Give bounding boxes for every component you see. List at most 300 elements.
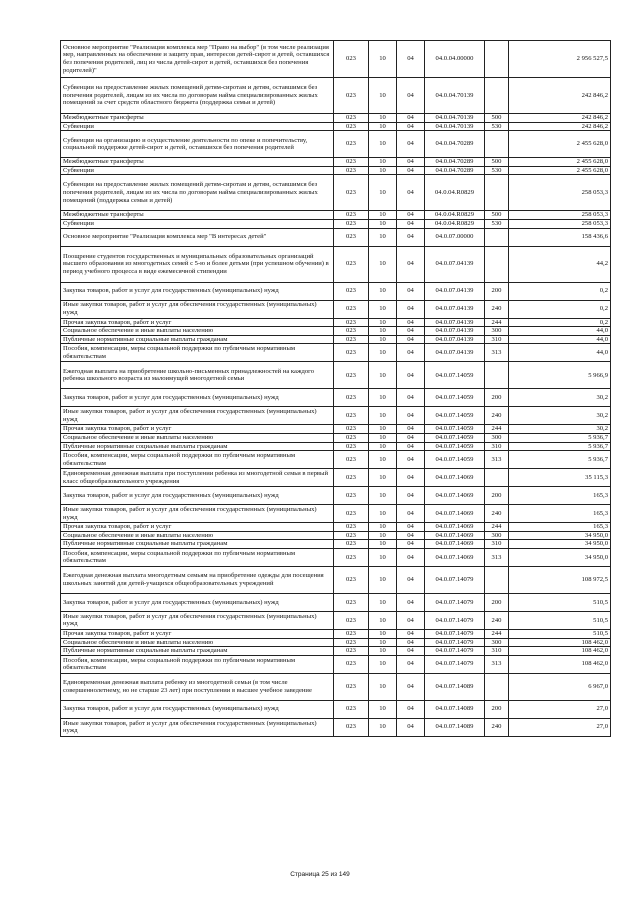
row-sum: 2 455 628,0 bbox=[509, 158, 611, 167]
row-razdel: 10 bbox=[369, 246, 397, 282]
row-name: Ежегодная денежная выплата многодетным семьям на приобретение одежды для посещения школьных занятий для детей-учащихся общеобразовательных учреждений bbox=[61, 566, 334, 593]
table-row bbox=[61, 531, 611, 540]
row-vr bbox=[485, 469, 509, 487]
row-grbs: 023 bbox=[334, 335, 369, 344]
row-vr: 240 bbox=[485, 505, 509, 523]
row-name: Основное мероприятие "Реализация комплекса мер "В интересах детей" bbox=[61, 228, 334, 246]
table-row bbox=[61, 469, 611, 487]
row-csr: 04.0.07.00000 bbox=[425, 228, 485, 246]
row-grbs: 023 bbox=[334, 647, 369, 656]
row-sum: 165,3 bbox=[509, 487, 611, 505]
row-name: Публичные нормативные социальные выплаты гражданам bbox=[61, 335, 334, 344]
row-vr: 310 bbox=[485, 647, 509, 656]
row-csr: 04.0.07.14059 bbox=[425, 425, 485, 434]
table-row bbox=[61, 505, 611, 523]
row-razdel: 10 bbox=[369, 78, 397, 114]
table-row bbox=[61, 487, 611, 505]
table-row bbox=[61, 425, 611, 434]
row-sum: 2 455 628,0 bbox=[509, 131, 611, 158]
row-csr: 04.0.07.04139 bbox=[425, 246, 485, 282]
row-vr: 313 bbox=[485, 451, 509, 469]
table-row bbox=[61, 451, 611, 469]
row-name: Единовременная денежная выплата ребенку из многодетной семьи (в том числе совершеннолетнему, но не старше 23 лет) при поступлении в высшее учебное заведение bbox=[61, 673, 334, 700]
row-sum: 108 462,0 bbox=[509, 638, 611, 647]
row-podrazdel: 04 bbox=[397, 166, 425, 175]
table-row bbox=[61, 219, 611, 228]
row-csr: 04.0.07.14059 bbox=[425, 389, 485, 407]
row-grbs: 023 bbox=[334, 638, 369, 647]
row-name: Иные закупки товаров, работ и услуг для обеспечения государственных (муниципальных) нужд bbox=[61, 300, 334, 318]
row-sum: 0,2 bbox=[509, 282, 611, 300]
row-podrazdel: 04 bbox=[397, 442, 425, 451]
row-csr: 04.0.07.14079 bbox=[425, 611, 485, 629]
row-grbs: 023 bbox=[334, 433, 369, 442]
row-sum: 5 936,7 bbox=[509, 433, 611, 442]
row-podrazdel: 04 bbox=[397, 629, 425, 638]
row-name: Прочая закупка товаров, работ и услуг bbox=[61, 318, 334, 327]
row-name: Социальное обеспечение и иные выплаты населению bbox=[61, 433, 334, 442]
row-name: Иные закупки товаров, работ и услуг для обеспечения государственных (муниципальных) нужд bbox=[61, 505, 334, 523]
row-vr: 300 bbox=[485, 327, 509, 336]
row-vr: 530 bbox=[485, 122, 509, 131]
row-podrazdel: 04 bbox=[397, 131, 425, 158]
row-grbs: 023 bbox=[334, 566, 369, 593]
row-grbs: 023 bbox=[334, 158, 369, 167]
row-podrazdel: 04 bbox=[397, 318, 425, 327]
row-podrazdel: 04 bbox=[397, 389, 425, 407]
row-vr bbox=[485, 228, 509, 246]
row-razdel: 10 bbox=[369, 611, 397, 629]
row-vr: 240 bbox=[485, 407, 509, 425]
row-csr: 04.0.07.14079 bbox=[425, 566, 485, 593]
row-grbs: 023 bbox=[334, 442, 369, 451]
row-podrazdel: 04 bbox=[397, 362, 425, 389]
table-row bbox=[61, 246, 611, 282]
table-row bbox=[61, 548, 611, 566]
row-razdel: 10 bbox=[369, 718, 397, 736]
row-razdel: 10 bbox=[369, 487, 397, 505]
row-vr: 244 bbox=[485, 629, 509, 638]
row-razdel: 10 bbox=[369, 344, 397, 362]
row-csr: 04.0.07.04139 bbox=[425, 327, 485, 336]
row-csr: 04.0.04.70139 bbox=[425, 122, 485, 131]
row-podrazdel: 04 bbox=[397, 611, 425, 629]
table-row bbox=[61, 700, 611, 718]
row-grbs: 023 bbox=[334, 505, 369, 523]
row-csr: 04.0.07.14089 bbox=[425, 718, 485, 736]
table-row bbox=[61, 566, 611, 593]
row-sum: 165,3 bbox=[509, 505, 611, 523]
row-csr: 04.0.07.14079 bbox=[425, 647, 485, 656]
row-razdel: 10 bbox=[369, 548, 397, 566]
row-csr: 04.0.07.04139 bbox=[425, 318, 485, 327]
row-vr: 500 bbox=[485, 158, 509, 167]
row-grbs: 023 bbox=[334, 469, 369, 487]
row-vr: 500 bbox=[485, 211, 509, 220]
table-row bbox=[61, 131, 611, 158]
row-vr: 313 bbox=[485, 655, 509, 673]
row-vr: 313 bbox=[485, 548, 509, 566]
row-grbs: 023 bbox=[334, 629, 369, 638]
row-podrazdel: 04 bbox=[397, 505, 425, 523]
row-grbs: 023 bbox=[334, 718, 369, 736]
row-sum: 5 966,9 bbox=[509, 362, 611, 389]
row-podrazdel: 04 bbox=[397, 211, 425, 220]
table-row bbox=[61, 41, 611, 78]
row-sum: 34 950,0 bbox=[509, 548, 611, 566]
row-podrazdel: 04 bbox=[397, 566, 425, 593]
row-vr: 244 bbox=[485, 425, 509, 434]
row-name: Прочая закупка товаров, работ и услуг bbox=[61, 523, 334, 532]
row-vr: 200 bbox=[485, 487, 509, 505]
row-razdel: 10 bbox=[369, 700, 397, 718]
row-vr bbox=[485, 78, 509, 114]
row-name: Прочая закупка товаров, работ и услуг bbox=[61, 629, 334, 638]
row-csr: 04.0.04.70139 bbox=[425, 78, 485, 114]
table-row bbox=[61, 158, 611, 167]
row-csr: 04.0.07.14059 bbox=[425, 407, 485, 425]
row-csr: 04.0.04.70289 bbox=[425, 131, 485, 158]
row-razdel: 10 bbox=[369, 673, 397, 700]
row-sum: 0,2 bbox=[509, 300, 611, 318]
row-razdel: 10 bbox=[369, 335, 397, 344]
table-row bbox=[61, 389, 611, 407]
row-vr: 310 bbox=[485, 442, 509, 451]
table-row bbox=[61, 655, 611, 673]
row-sum: 34 950,0 bbox=[509, 531, 611, 540]
row-grbs: 023 bbox=[334, 41, 369, 78]
row-grbs: 023 bbox=[334, 362, 369, 389]
row-grbs: 023 bbox=[334, 548, 369, 566]
row-name: Субвенции bbox=[61, 166, 334, 175]
row-sum: 27,0 bbox=[509, 700, 611, 718]
table-row bbox=[61, 228, 611, 246]
row-csr: 04.0.07.04139 bbox=[425, 335, 485, 344]
row-name: Публичные нормативные социальные выплаты гражданам bbox=[61, 540, 334, 549]
row-vr bbox=[485, 131, 509, 158]
table-row bbox=[61, 629, 611, 638]
row-name: Субвенции bbox=[61, 219, 334, 228]
row-razdel: 10 bbox=[369, 166, 397, 175]
row-csr: 04.0.07.14069 bbox=[425, 469, 485, 487]
row-sum: 35 115,3 bbox=[509, 469, 611, 487]
row-razdel: 10 bbox=[369, 647, 397, 656]
row-razdel: 10 bbox=[369, 451, 397, 469]
row-sum: 242 846,2 bbox=[509, 78, 611, 114]
table-row bbox=[61, 540, 611, 549]
table-row bbox=[61, 327, 611, 336]
row-csr: 04.0.07.14079 bbox=[425, 629, 485, 638]
row-razdel: 10 bbox=[369, 158, 397, 167]
row-podrazdel: 04 bbox=[397, 335, 425, 344]
row-csr: 04.0.07.14069 bbox=[425, 540, 485, 549]
budget-table bbox=[60, 40, 611, 737]
row-name: Поощрение студентов государственных и муниципальных образовательных организаций высшего образования из многодетных семей с 5-ю и более детьми (при успешном обучении) в период учебного процесса в виде ежемесячной стипендии bbox=[61, 246, 334, 282]
row-vr: 240 bbox=[485, 718, 509, 736]
row-grbs: 023 bbox=[334, 114, 369, 123]
table-row bbox=[61, 300, 611, 318]
row-csr: 04.0.07.14069 bbox=[425, 487, 485, 505]
row-sum: 2 956 527,5 bbox=[509, 41, 611, 78]
row-name: Закупка товаров, работ и услуг для государственных (муниципальных) нужд bbox=[61, 487, 334, 505]
row-vr: 200 bbox=[485, 593, 509, 611]
table-row bbox=[61, 344, 611, 362]
row-csr: 04.0.04.R0829 bbox=[425, 211, 485, 220]
row-csr: 04.0.04.70289 bbox=[425, 166, 485, 175]
row-sum: 510,5 bbox=[509, 629, 611, 638]
row-razdel: 10 bbox=[369, 389, 397, 407]
table-row bbox=[61, 638, 611, 647]
table-row bbox=[61, 78, 611, 114]
table-row bbox=[61, 122, 611, 131]
row-csr: 04.0.04.00000 bbox=[425, 41, 485, 78]
row-vr: 530 bbox=[485, 219, 509, 228]
row-sum: 2 455 628,0 bbox=[509, 166, 611, 175]
row-razdel: 10 bbox=[369, 122, 397, 131]
row-grbs: 023 bbox=[334, 407, 369, 425]
row-razdel: 10 bbox=[369, 114, 397, 123]
row-csr: 04.0.07.14069 bbox=[425, 523, 485, 532]
row-razdel: 10 bbox=[369, 211, 397, 220]
table-row bbox=[61, 318, 611, 327]
row-grbs: 023 bbox=[334, 425, 369, 434]
row-sum: 258 053,3 bbox=[509, 175, 611, 211]
row-grbs: 023 bbox=[334, 451, 369, 469]
row-sum: 30,2 bbox=[509, 425, 611, 434]
row-grbs: 023 bbox=[334, 611, 369, 629]
row-podrazdel: 04 bbox=[397, 122, 425, 131]
row-vr: 300 bbox=[485, 433, 509, 442]
row-vr: 240 bbox=[485, 611, 509, 629]
table-row bbox=[61, 673, 611, 700]
row-podrazdel: 04 bbox=[397, 158, 425, 167]
row-sum: 158 436,6 bbox=[509, 228, 611, 246]
row-sum: 30,2 bbox=[509, 407, 611, 425]
row-razdel: 10 bbox=[369, 531, 397, 540]
row-podrazdel: 04 bbox=[397, 487, 425, 505]
row-grbs: 023 bbox=[334, 78, 369, 114]
row-vr: 310 bbox=[485, 540, 509, 549]
row-vr: 200 bbox=[485, 282, 509, 300]
row-name: Пособия, компенсации, меры социальной поддержки по публичным нормативным обязательствам bbox=[61, 451, 334, 469]
table-row bbox=[61, 593, 611, 611]
row-vr: 300 bbox=[485, 531, 509, 540]
row-sum: 510,5 bbox=[509, 593, 611, 611]
row-podrazdel: 04 bbox=[397, 219, 425, 228]
row-sum: 258 053,3 bbox=[509, 211, 611, 220]
row-name: Межбюджетные трансферты bbox=[61, 114, 334, 123]
row-csr: 04.0.04.70139 bbox=[425, 114, 485, 123]
row-name: Закупка товаров, работ и услуг для государственных (муниципальных) нужд bbox=[61, 389, 334, 407]
row-vr: 300 bbox=[485, 638, 509, 647]
row-grbs: 023 bbox=[334, 175, 369, 211]
row-name: Пособия, компенсации, меры социальной поддержки по публичным нормативным обязательствам bbox=[61, 344, 334, 362]
row-sum: 5 936,7 bbox=[509, 451, 611, 469]
row-podrazdel: 04 bbox=[397, 228, 425, 246]
row-csr: 04.0.07.14079 bbox=[425, 638, 485, 647]
row-sum: 30,2 bbox=[509, 389, 611, 407]
row-podrazdel: 04 bbox=[397, 41, 425, 78]
row-grbs: 023 bbox=[334, 389, 369, 407]
row-grbs: 023 bbox=[334, 318, 369, 327]
row-csr: 04.0.07.14079 bbox=[425, 655, 485, 673]
row-name: Основное мероприятие "Реализация комплекса мер "Право на выбор" (в том числе реализация мер, направленных на обеспечение и защиту прав, интересов детей-сирот и детей, оставшихся без попечения родителей, лиц из числа детей-сирот и детей, оставшихся без попечения родителей)" bbox=[61, 41, 334, 78]
row-podrazdel: 04 bbox=[397, 469, 425, 487]
row-podrazdel: 04 bbox=[397, 344, 425, 362]
row-podrazdel: 04 bbox=[397, 593, 425, 611]
row-podrazdel: 04 bbox=[397, 700, 425, 718]
row-vr bbox=[485, 566, 509, 593]
row-grbs: 023 bbox=[334, 122, 369, 131]
row-sum: 44,0 bbox=[509, 327, 611, 336]
row-sum: 108 462,0 bbox=[509, 647, 611, 656]
row-sum: 108 462,0 bbox=[509, 655, 611, 673]
row-sum: 242 846,2 bbox=[509, 122, 611, 131]
row-name: Социальное обеспечение и иные выплаты населению bbox=[61, 638, 334, 647]
row-vr: 244 bbox=[485, 523, 509, 532]
row-podrazdel: 04 bbox=[397, 246, 425, 282]
table-row bbox=[61, 523, 611, 532]
table-row bbox=[61, 407, 611, 425]
row-name: Публичные нормативные социальные выплаты гражданам bbox=[61, 442, 334, 451]
row-csr: 04.0.07.04139 bbox=[425, 344, 485, 362]
row-podrazdel: 04 bbox=[397, 300, 425, 318]
row-sum: 44,0 bbox=[509, 335, 611, 344]
row-razdel: 10 bbox=[369, 131, 397, 158]
row-name: Социальное обеспечение и иные выплаты населению bbox=[61, 531, 334, 540]
row-podrazdel: 04 bbox=[397, 433, 425, 442]
row-vr: 500 bbox=[485, 114, 509, 123]
row-grbs: 023 bbox=[334, 700, 369, 718]
row-csr: 04.0.07.14059 bbox=[425, 442, 485, 451]
row-podrazdel: 04 bbox=[397, 407, 425, 425]
row-podrazdel: 04 bbox=[397, 175, 425, 211]
row-podrazdel: 04 bbox=[397, 638, 425, 647]
table-row bbox=[61, 362, 611, 389]
table-row bbox=[61, 718, 611, 736]
row-sum: 108 972,5 bbox=[509, 566, 611, 593]
row-vr: 310 bbox=[485, 335, 509, 344]
row-name: Пособия, компенсации, меры социальной поддержки по публичным нормативным обязательствам bbox=[61, 548, 334, 566]
row-grbs: 023 bbox=[334, 166, 369, 175]
row-name: Закупка товаров, работ и услуг для государственных (муниципальных) нужд bbox=[61, 700, 334, 718]
row-csr: 04.0.04.70289 bbox=[425, 158, 485, 167]
row-grbs: 023 bbox=[334, 655, 369, 673]
table-row bbox=[61, 442, 611, 451]
row-vr bbox=[485, 175, 509, 211]
row-podrazdel: 04 bbox=[397, 655, 425, 673]
row-razdel: 10 bbox=[369, 425, 397, 434]
row-podrazdel: 04 bbox=[397, 540, 425, 549]
row-csr: 04.0.04.R0829 bbox=[425, 219, 485, 228]
row-name: Межбюджетные трансферты bbox=[61, 211, 334, 220]
row-name: Иные закупки товаров, работ и услуг для обеспечения государственных (муниципальных) нужд bbox=[61, 718, 334, 736]
row-podrazdel: 04 bbox=[397, 282, 425, 300]
row-name: Закупка товаров, работ и услуг для государственных (муниципальных) нужд bbox=[61, 282, 334, 300]
row-sum: 27,0 bbox=[509, 718, 611, 736]
row-csr: 04.0.07.04139 bbox=[425, 282, 485, 300]
row-razdel: 10 bbox=[369, 41, 397, 78]
row-vr: 200 bbox=[485, 700, 509, 718]
row-csr: 04.0.07.14089 bbox=[425, 673, 485, 700]
row-podrazdel: 04 bbox=[397, 78, 425, 114]
row-grbs: 023 bbox=[334, 131, 369, 158]
row-razdel: 10 bbox=[369, 655, 397, 673]
row-razdel: 10 bbox=[369, 629, 397, 638]
row-razdel: 10 bbox=[369, 228, 397, 246]
row-name: Субвенции bbox=[61, 122, 334, 131]
row-grbs: 023 bbox=[334, 211, 369, 220]
row-name: Межбюджетные трансферты bbox=[61, 158, 334, 167]
row-csr: 04.0.04.R0829 bbox=[425, 175, 485, 211]
row-podrazdel: 04 bbox=[397, 523, 425, 532]
row-grbs: 023 bbox=[334, 228, 369, 246]
row-csr: 04.0.07.14059 bbox=[425, 433, 485, 442]
row-sum: 242 846,2 bbox=[509, 114, 611, 123]
row-sum: 44,2 bbox=[509, 246, 611, 282]
row-razdel: 10 bbox=[369, 566, 397, 593]
row-sum: 34 950,0 bbox=[509, 540, 611, 549]
row-name: Иные закупки товаров, работ и услуг для обеспечения государственных (муниципальных) нужд bbox=[61, 611, 334, 629]
row-csr: 04.0.07.14079 bbox=[425, 593, 485, 611]
table-row bbox=[61, 282, 611, 300]
row-name: Закупка товаров, работ и услуг для государственных (муниципальных) нужд bbox=[61, 593, 334, 611]
row-name: Пособия, компенсации, меры социальной поддержки по публичным нормативным обязательствам bbox=[61, 655, 334, 673]
row-podrazdel: 04 bbox=[397, 548, 425, 566]
row-grbs: 023 bbox=[334, 327, 369, 336]
row-name: Публичные нормативные социальные выплаты гражданам bbox=[61, 647, 334, 656]
row-sum: 44,0 bbox=[509, 344, 611, 362]
row-razdel: 10 bbox=[369, 505, 397, 523]
row-csr: 04.0.07.14069 bbox=[425, 505, 485, 523]
row-vr bbox=[485, 246, 509, 282]
row-vr: 240 bbox=[485, 300, 509, 318]
row-razdel: 10 bbox=[369, 300, 397, 318]
row-podrazdel: 04 bbox=[397, 531, 425, 540]
row-podrazdel: 04 bbox=[397, 451, 425, 469]
row-vr bbox=[485, 362, 509, 389]
row-sum: 510,5 bbox=[509, 611, 611, 629]
row-vr bbox=[485, 41, 509, 78]
row-razdel: 10 bbox=[369, 593, 397, 611]
table-row bbox=[61, 335, 611, 344]
row-csr: 04.0.07.14059 bbox=[425, 362, 485, 389]
row-name: Социальное обеспечение и иные выплаты населению bbox=[61, 327, 334, 336]
row-razdel: 10 bbox=[369, 318, 397, 327]
row-name: Единовременная денежная выплата при поступлении ребенка из многодетной семьи в первый класс общеобразовательного учреждения bbox=[61, 469, 334, 487]
table-row bbox=[61, 433, 611, 442]
row-sum: 165,3 bbox=[509, 523, 611, 532]
row-razdel: 10 bbox=[369, 523, 397, 532]
row-grbs: 023 bbox=[334, 523, 369, 532]
row-razdel: 10 bbox=[369, 469, 397, 487]
row-name: Субвенции на организацию и осуществление деятельности по опеке и попечительству, социальной поддержке детей-сирот и детей, оставшихся без попечения родителей bbox=[61, 131, 334, 158]
row-vr: 200 bbox=[485, 389, 509, 407]
row-razdel: 10 bbox=[369, 362, 397, 389]
row-razdel: 10 bbox=[369, 175, 397, 211]
row-podrazdel: 04 bbox=[397, 114, 425, 123]
row-vr: 313 bbox=[485, 344, 509, 362]
table-row bbox=[61, 166, 611, 175]
row-podrazdel: 04 bbox=[397, 327, 425, 336]
table-row bbox=[61, 647, 611, 656]
row-razdel: 10 bbox=[369, 433, 397, 442]
row-grbs: 023 bbox=[334, 540, 369, 549]
row-name: Прочая закупка товаров, работ и услуг bbox=[61, 425, 334, 434]
row-csr: 04.0.07.14069 bbox=[425, 531, 485, 540]
row-razdel: 10 bbox=[369, 638, 397, 647]
row-podrazdel: 04 bbox=[397, 425, 425, 434]
